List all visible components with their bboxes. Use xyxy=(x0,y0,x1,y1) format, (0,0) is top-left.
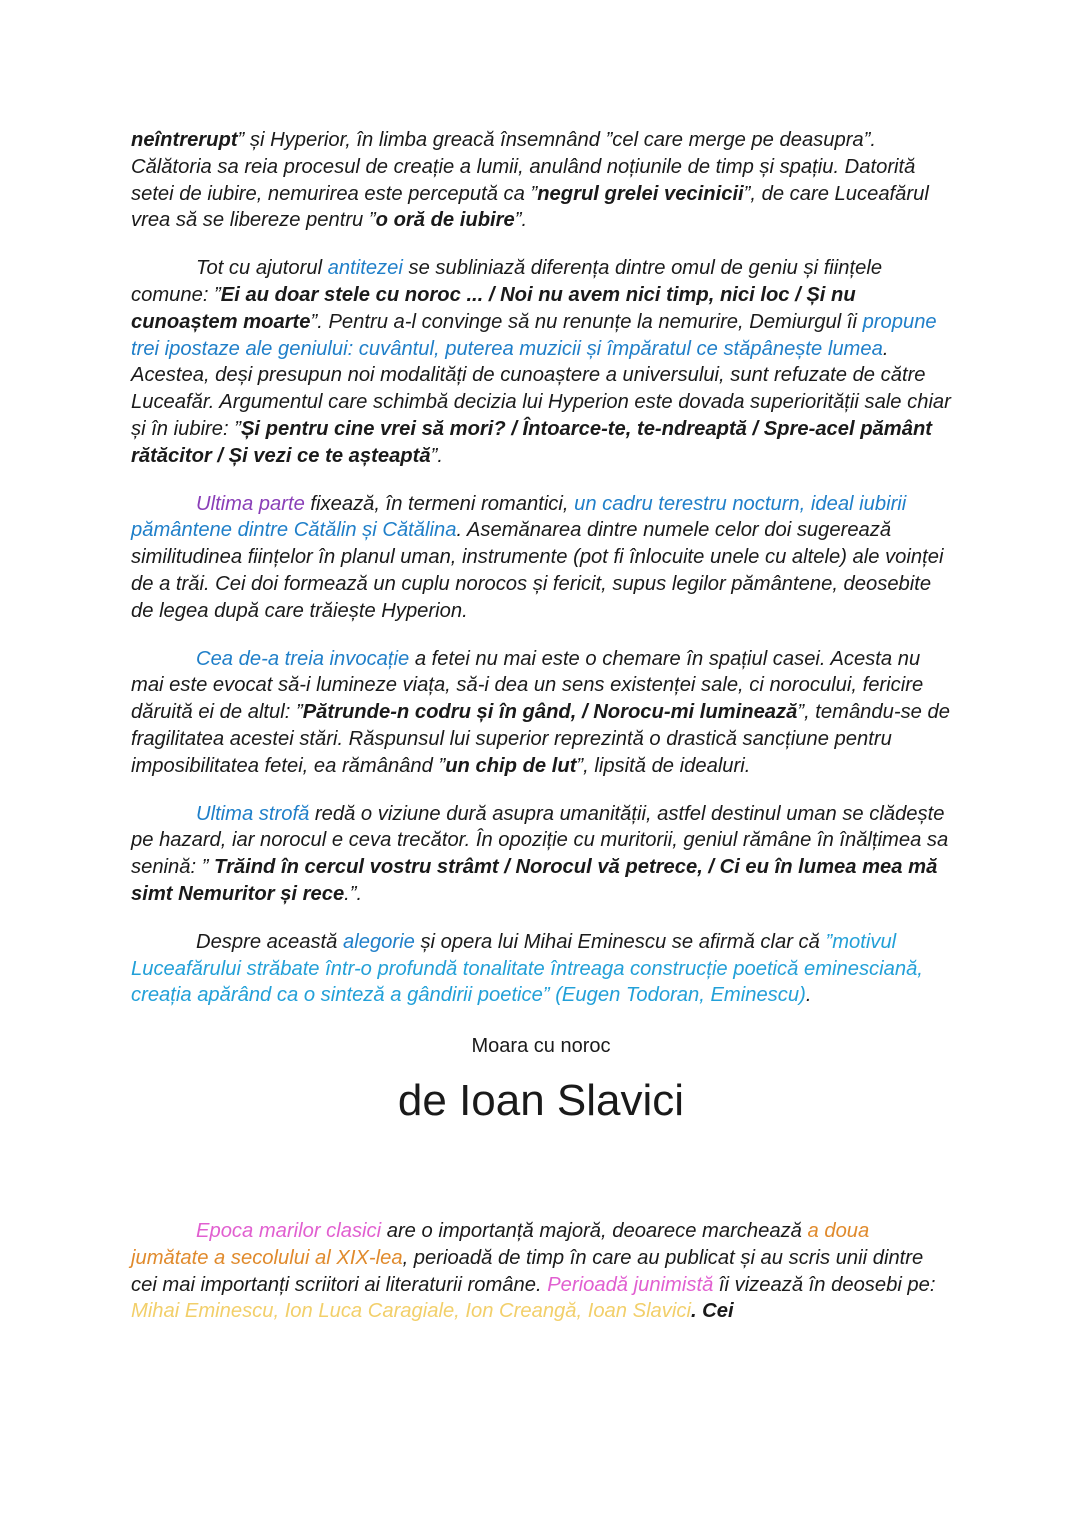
text: ”, temându-se de fragilitatea acestei stări. Răspunsul lui superior reprezintă o drastică sancțiune pentru imposibilitatea fetei, ea rămânând ” xyxy=(131,701,950,777)
paragraph-epoca xyxy=(131,1218,951,1325)
paragraph-hyperion xyxy=(131,127,951,234)
highlight-antiteza: antitezei xyxy=(327,257,403,280)
highlight-alegorie: alegorie xyxy=(343,930,415,953)
highlight-ultima-strofa: Ultima strofă xyxy=(196,802,310,825)
text: și opera lui Mihai Eminescu se afirmă clar că xyxy=(414,930,826,953)
text: ”, lipsită de idealuri. xyxy=(576,754,751,777)
bold-quote: negrul grelei vecinicii xyxy=(537,182,744,205)
document-page xyxy=(131,127,951,1346)
paragraph-alegorie xyxy=(131,929,951,1009)
highlight-ipostaze: propune trei ipostaze ale geniului: cuvântul, puterea muzicii și împăratul ce stăpânește lumea xyxy=(131,310,937,360)
highlight-junimista: Perioadă junimistă xyxy=(547,1273,714,1296)
text: Tot cu ajutorul xyxy=(196,257,328,280)
text: . Cei xyxy=(690,1300,734,1323)
highlight-citat: ”motivul Luceafărului străbate într-o profundă tonalitate întreaga construcție poetică eminesciană, creația apărând ca o sinteză a gândirii poetice” (Eugen Todoran, Eminescu) xyxy=(131,930,923,1007)
highlight-epoca: Epoca marilor clasici xyxy=(196,1219,382,1242)
paragraph-invocatie xyxy=(131,646,951,780)
bold-quote: Pătrunde-n codru și în gând, / Norocu-mi luminează xyxy=(302,701,798,724)
text: ”. Pentru a-l convinge să nu renunțe la nemurire, Demiurgul îi xyxy=(310,310,863,333)
text: redă o viziune dură asupra umanității, astfel destinul uman se clădește pe hazard, iar norocul e ceva trecător. În opoziție cu muritorii, geniul rămâne în înălțimea sa senină: ” xyxy=(131,802,949,879)
text: . Acestea, deși presupun noi modalități de cunoaștere a universului, sunt refuzate de către Luceafăr. Argumentul care schimbă decizia lui Hyperion este dovada superiorității sale chiar și în iubire: ” xyxy=(131,337,951,440)
highlight-ultima-parte: Ultima parte xyxy=(196,492,305,515)
section-title: de Ioan Slavici xyxy=(397,1075,685,1125)
highlight-cadru: un cadru terestru nocturn, ideal iubirii pământene dintre Cătălin și Cătălina xyxy=(131,492,907,542)
highlight-invocatie: Cea de-a treia invocație xyxy=(196,647,410,670)
text: ”. xyxy=(430,444,443,467)
bold-quote: o oră de iubire xyxy=(375,209,515,232)
text: ” și Hyperior, în limba greacă însemnând ”cel care merge pe deasupra”. Călătoria sa reia procesul de creație a lumii, anulând noțiunile de timp și spațiu. Datorită setei de iubire, nemurirea este percepută ca ” xyxy=(131,129,916,205)
text: . Asemănarea dintre numele celor doi sugerează similitudinea ființelor în planul uman, instrumente (pot fi înlocuite unele cu altele) ale voinței de a trăi. Cei doi formează un cuplu norocos și fericit, supus legilor pământene, deosebite de legea după care trăiește Hyperion. xyxy=(131,519,944,622)
text: îi vizează în deosebi pe: xyxy=(713,1273,936,1296)
text: , perioadă de timp în care au publicat și au scris unii dintre cei mai importanți scriitori ai literaturii române. xyxy=(131,1246,924,1296)
text: a fetei nu mai este o chemare în spațiul casei. Acesta nu mai este evocat să-i lumineze viața, să-i dea un sens existenței sale, ci norocului, fericire dăruită ei de altul: ” xyxy=(131,647,924,724)
bold-quote: Ei au doar stele cu noroc ... / Noi nu avem nici timp, nici loc / Și nu cunoaștem moarte xyxy=(131,283,856,333)
text: . xyxy=(805,984,812,1007)
bold-quote: Trăind în cercul vostru strâmt / Norocul vă petrece, / Ci eu în lumea mea mă simt Nemuritor și rece xyxy=(131,856,938,905)
text: ”. xyxy=(514,209,528,232)
highlight-secol: a doua jumătate a secolului al XIX-lea xyxy=(131,1219,870,1269)
text: ”, de care Luceafărul vrea să se libereze pentru ” xyxy=(131,182,929,232)
bold-quote: un chip de lut xyxy=(445,754,577,777)
text: fixează, în termeni romantici, xyxy=(304,492,575,515)
text: Despre această xyxy=(196,930,344,953)
highlight-scriitori: Mihai Eminescu, Ion Luca Caragiale, Ion Creangă, Ioan Slavici xyxy=(131,1300,691,1323)
bold-quote: neîntrerupt xyxy=(131,129,238,151)
text: are o importanță majoră, deoarece marchează xyxy=(381,1219,808,1242)
text: .”. xyxy=(344,882,363,905)
text: se subliniază diferența dintre omul de geniu și ființele comune: ” xyxy=(131,257,883,306)
paragraph-ultima-strofa xyxy=(131,801,951,908)
paragraph-ultima-parte xyxy=(131,491,951,625)
section-subtitle: Moara cu noroc xyxy=(471,1035,611,1058)
paragraph-antiteza xyxy=(131,255,951,469)
bold-quote: Și pentru cine vrei să mori? / Întoarce-te, te-ndreaptă / Spre-acel pământ rătăcitor / Și vezi ce te așteaptă xyxy=(131,417,933,467)
